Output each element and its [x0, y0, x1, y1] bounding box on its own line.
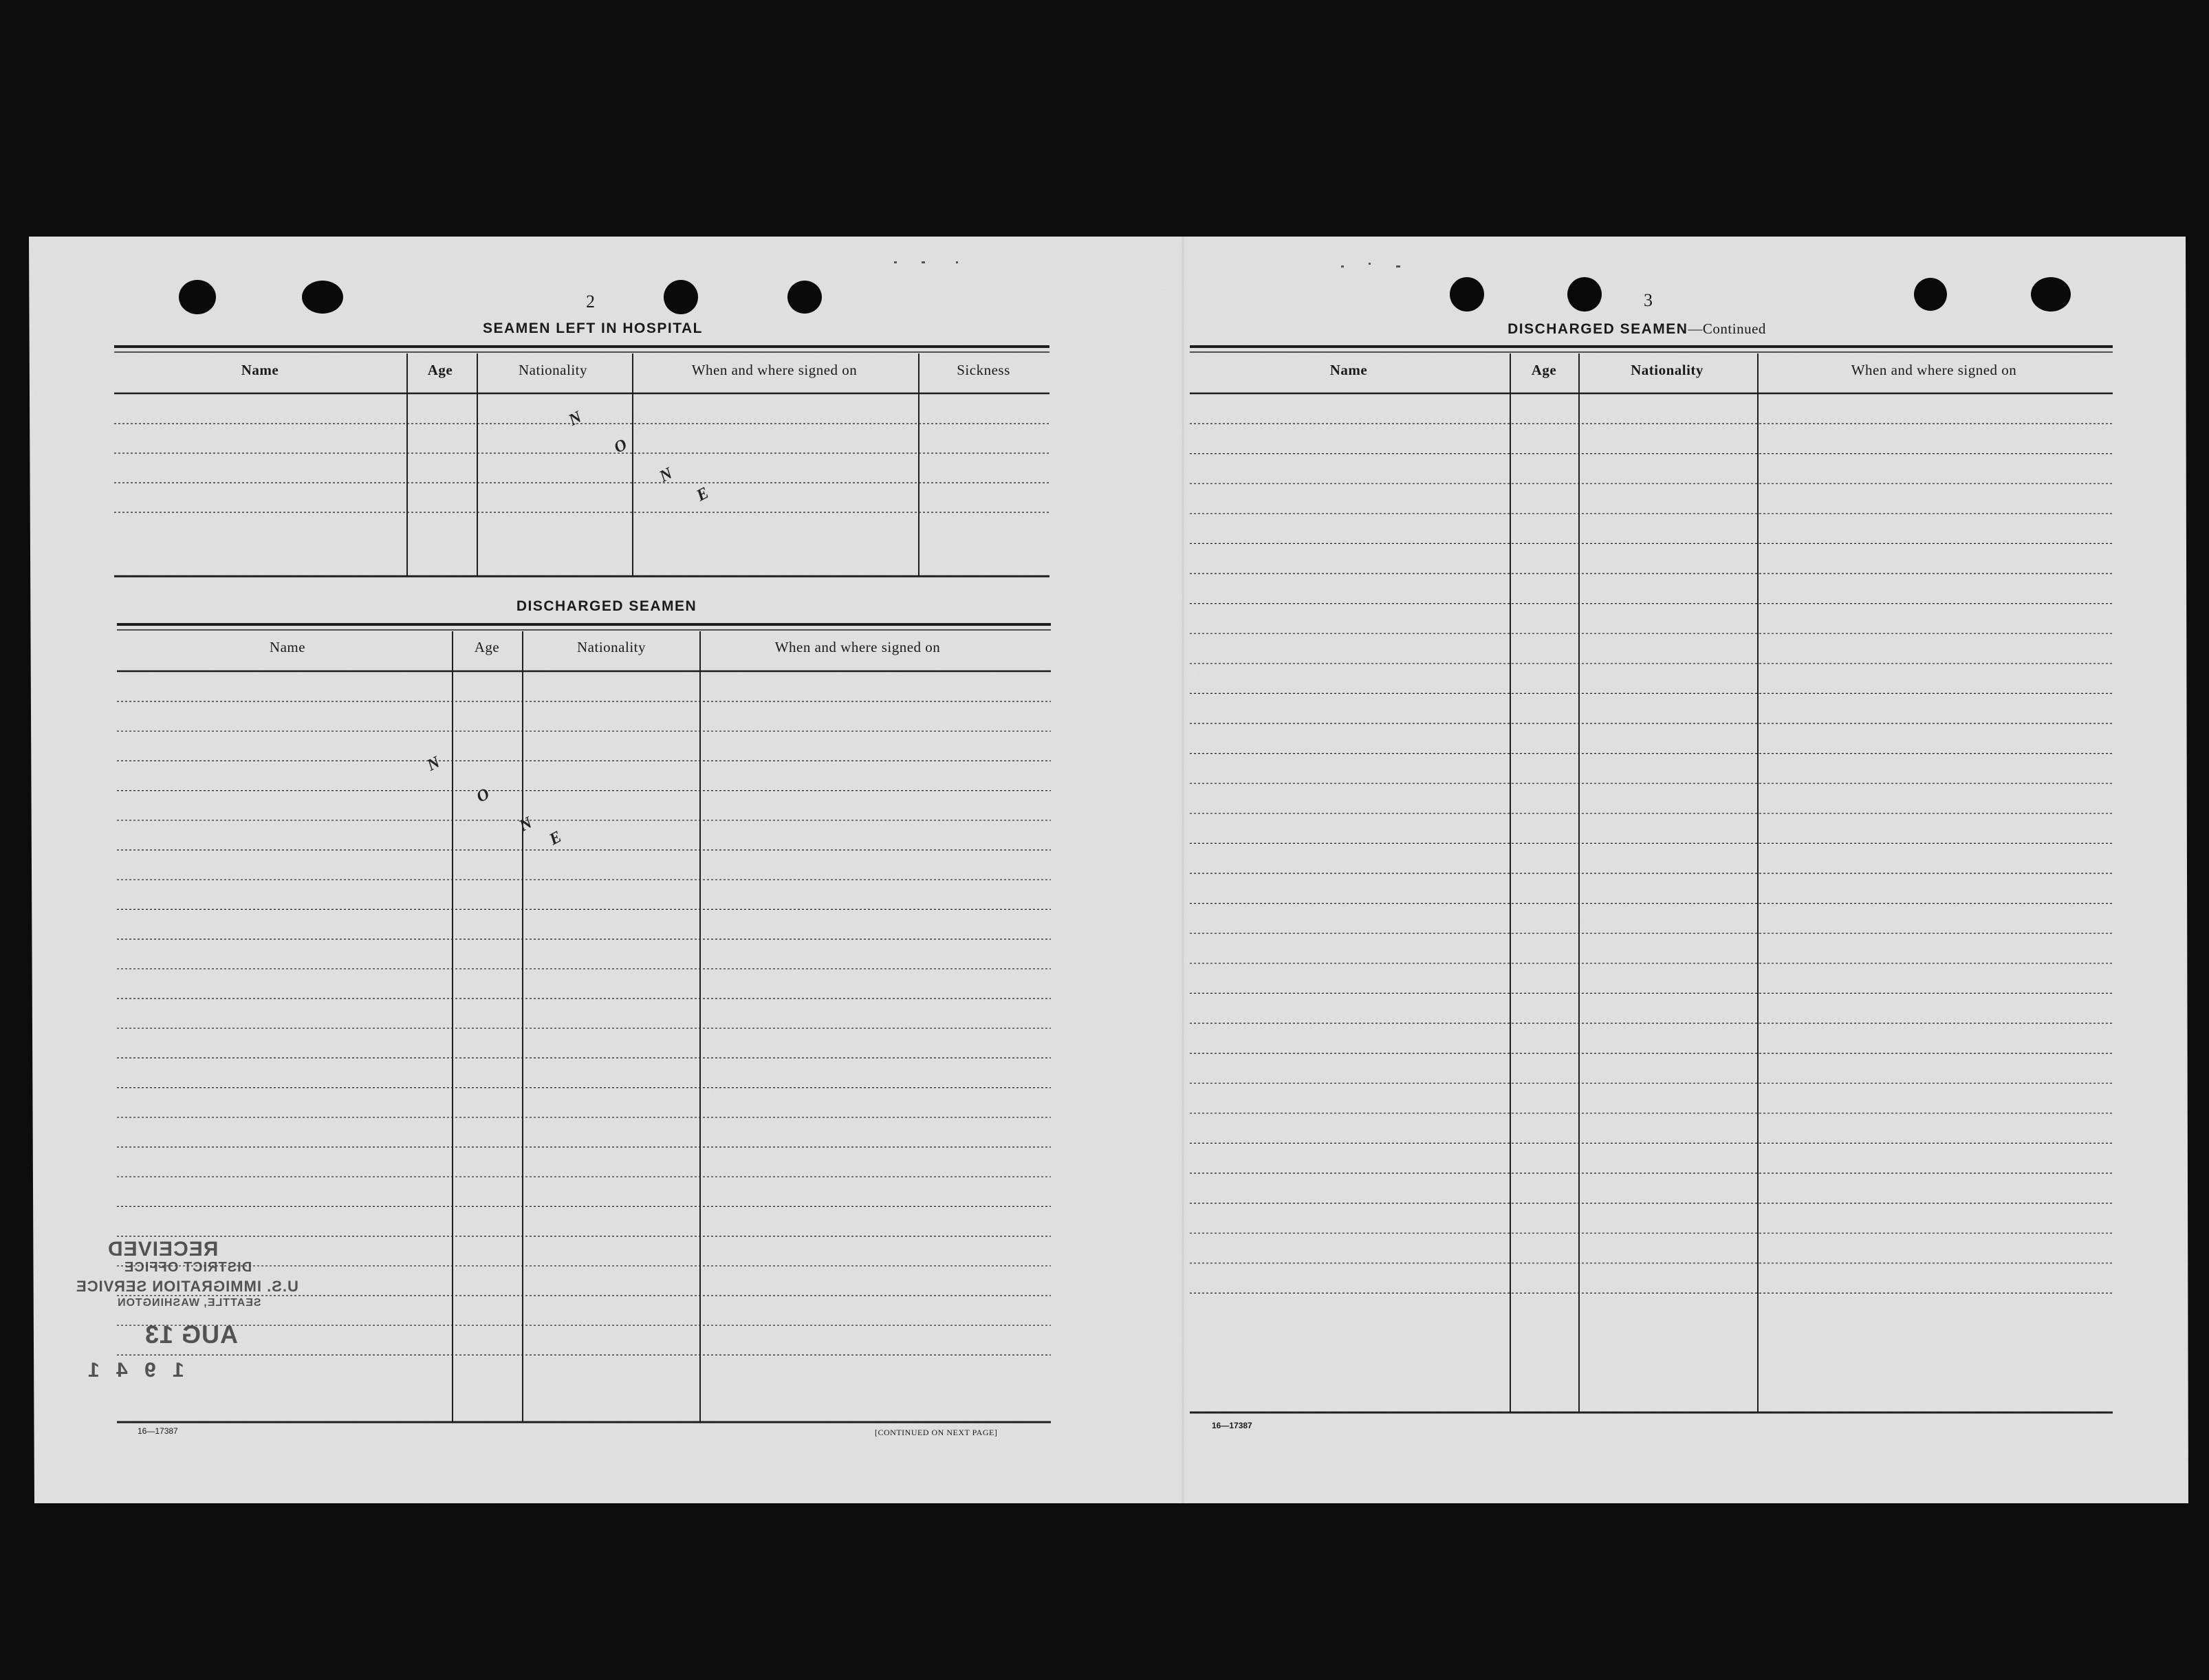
- hospital-entry-letter-4: E: [693, 483, 712, 505]
- continued-note: [CONTINUED ON NEXT PAGE]: [875, 1428, 998, 1437]
- hospital-entry-letter-3: N: [656, 464, 676, 486]
- stamp-line-4: SEATTLE, WASHINGTON: [117, 1297, 261, 1309]
- hospital-col-age: Age: [427, 362, 453, 378]
- hospital-section-title: SEAMEN LEFT IN HOSPITAL: [483, 320, 703, 336]
- discharged-continued-title: [1417, 320, 1857, 338]
- continued-col-signed-on: When and where signed on: [1851, 362, 2017, 378]
- received-stamp: [76, 1238, 351, 1403]
- discharged-col-age: Age: [474, 639, 500, 655]
- discharged-col-nationality: Nationality: [577, 639, 646, 655]
- hospital-col-signed-on: When and where signed on: [691, 362, 858, 378]
- discharged-entry-letter-4: E: [546, 827, 565, 849]
- discharged-entry-letter-2: O: [473, 785, 493, 807]
- discharged-entry-letter-1: N: [424, 753, 444, 775]
- stamp-line-2: DISTRICT OFFICE: [124, 1260, 252, 1275]
- discharged-col-signed-on: When and where signed on: [774, 639, 941, 655]
- discharged-entry-letter-3: N: [516, 814, 536, 836]
- stamp-line-1: RECEIVED: [107, 1238, 219, 1261]
- form-number-left: 16—17387: [138, 1426, 178, 1436]
- page-number-right: 3: [1644, 290, 1653, 310]
- hospital-entry-letter-1: N: [565, 408, 585, 430]
- page-number-left: 2: [586, 292, 595, 312]
- form-number-right: 16—17387: [1212, 1421, 1252, 1430]
- hospital-col-name: Name: [241, 362, 279, 378]
- discharged-continued-title-suffix: —Continued: [1688, 320, 1766, 337]
- continued-col-name: Name: [1329, 362, 1368, 378]
- stamp-line-5: AUG 13: [144, 1320, 239, 1349]
- stamp-line-6: 1 9 4 1: [83, 1359, 184, 1382]
- continued-col-age: Age: [1531, 362, 1557, 378]
- hospital-entry-letter-2: O: [611, 435, 631, 457]
- stamp-line-3: U.S. IMMIGRATION SERVICE: [76, 1278, 298, 1295]
- discharged-continued-title-main: DISCHARGED SEAMEN: [1508, 321, 1688, 337]
- continued-col-nationality: Nationality: [1631, 362, 1704, 378]
- discharged-section-title: DISCHARGED SEAMEN: [516, 598, 697, 614]
- hospital-col-nationality: Nationality: [519, 362, 587, 378]
- discharged-col-name: Name: [269, 639, 306, 655]
- hospital-col-sickness: Sickness: [957, 362, 1010, 378]
